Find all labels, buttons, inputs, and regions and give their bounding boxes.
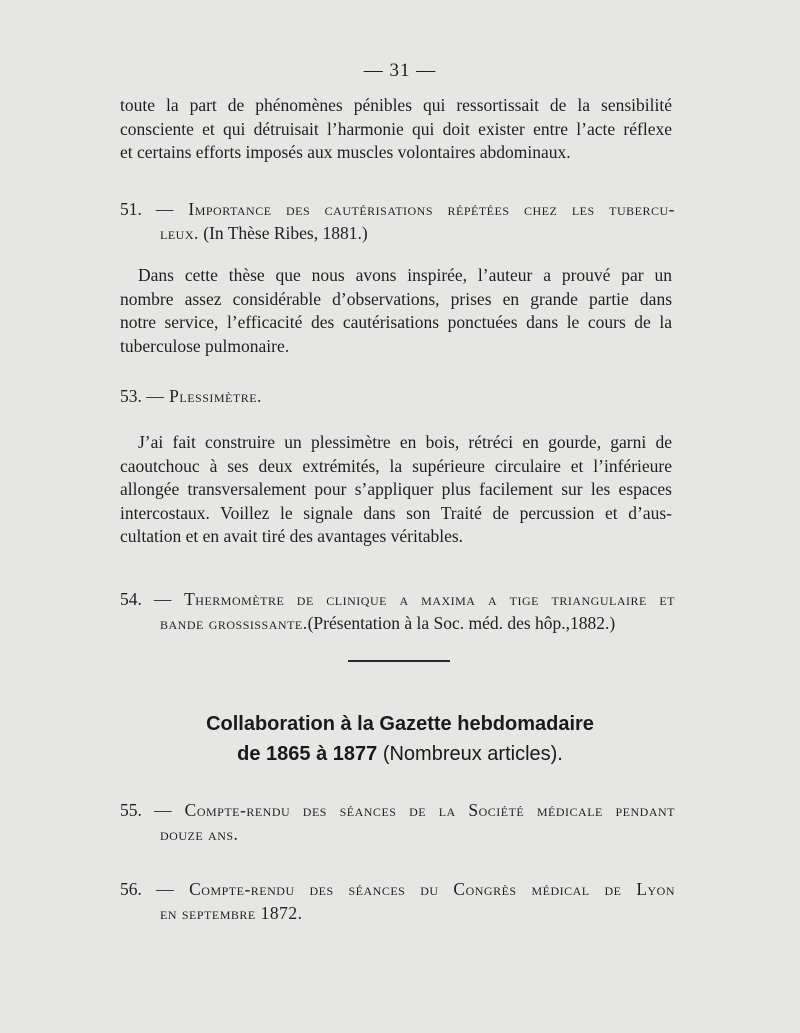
section-title [0,709,800,769]
text-line: notre service, l’efficacité des cautérisations ponctuées dans le cours de la [120,312,672,332]
text-line: consciente et qui détruisait l’harmonie qui doit exister entre l’acte réflexe [120,118,672,139]
entry-number: 55. [120,800,142,820]
entry-title-continued: douze ans. [160,824,239,844]
entry-55-heading [120,798,675,846]
text-line: caoutchouc à ses deux extrémités, la supérieure circulaire et l’inférieure [120,455,672,476]
entry-number: 56. [120,879,142,899]
entry-53-body [120,431,672,549]
entry-54-heading [120,587,675,635]
entry-title: — Thermomètre de clinique a maxima a tige triangulaire et [153,589,675,609]
entry-title-continued: bande grossissante. [160,613,308,633]
entry-title: — Plessimètre. [146,386,262,406]
entry-note: (In Thèse Ribes, 1881.) [198,223,368,243]
entry-title: — Importance des cautérisations répétées chez les tubercu- [155,199,675,219]
entry-number: 54. [120,589,142,609]
section-title-years: de 1865 à 1877 [237,743,383,765]
text-line: allongée transversalement pour s’appliquer plus facilement sur les espaces [120,479,672,499]
page-number: — 31 — [363,60,437,81]
text-line: toute la part de phénomènes pénibles qui ressortissait de la sensibilité [120,95,672,115]
text-line: et certains efforts imposés aux muscles volontaires abdominaux. [120,142,571,162]
text-line: intercostaux. Voillez le signale dans son Traité de percussion et d’aus- [120,502,672,523]
entry-title: — Compte-rendu des séances du Congrès médical de Lyon [156,879,676,899]
text-line: cultation et en avait tiré des avantages véritables. [120,526,464,546]
entry-title-continued: en septembre 1872. [160,903,303,923]
entry-number: 53. [120,386,142,406]
text-line: Dans cette thèse que nous avons inspirée, l’auteur a prouvé par un [138,265,672,285]
text-line: J’ai fait construire un plessimètre en bois, rétréci en gourde, garni de [138,432,672,452]
entry-note: (Présentation à la Soc. méd. des hôp.,1882.) [307,613,616,633]
section-title-note: (Nombreux articles). [382,743,563,765]
entry-56-heading [120,877,675,925]
entry-number: 51. [120,199,142,219]
section-title-line [0,739,800,769]
entry-title: — Compte-rendu des séances de la Société médicale pendant [154,800,675,820]
entry-53-heading [120,384,675,408]
section-divider [348,660,450,662]
entry-51-body [120,264,672,358]
text-line: tuberculose pulmonaire. [120,335,290,356]
section-title-line: Collaboration à la Gazette hebdomadaire [206,713,594,735]
entry-title-continued: leux. [160,223,199,243]
entry-51-heading [120,197,675,245]
text-line: nombre assez considérable d’observations, prises en grande partie dans [120,288,672,309]
intro-paragraph [120,94,672,165]
